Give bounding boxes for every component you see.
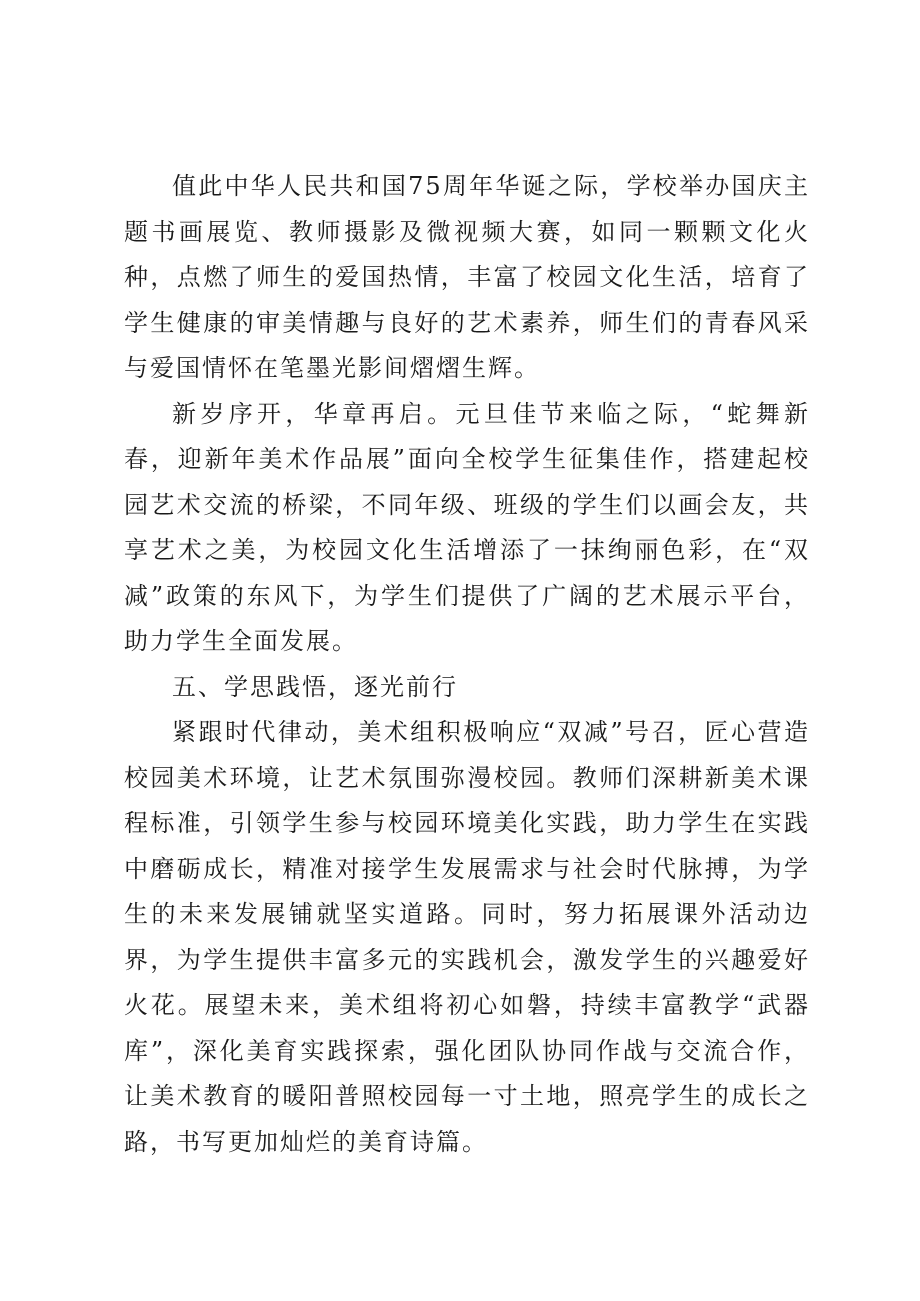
section-heading: 五、学思践悟，逐光前行 [172, 672, 458, 701]
paragraph-outlook: 紧跟时代律动，美术组积极响应“双减”号召，匠心营造校园美术环境，让艺术氛围弥漫校园。教师们深耕新美术课程标准，引领学生参与校园环境美化实践，助力学生在实践中磨砺成长，精准对接学生发展需求与社会时代脉搏，为学生的未来发展铺就坚实道路。同时，努力拓展课外活动边界，为学生提供丰富多元的实践机会，激发学生的兴趣爱好火花。展望未来，美术组将初心如磐，持续丰富教学“武器库”，深化美育实践探索，强化团队协同作战与交流合作，让美术教育的暖阳普照校园每一寸土地，照亮学生的成长之路，书写更加灿烂的美育诗篇。 [124, 718, 810, 1156]
paragraph-new-year: 新岁序开，华章再启。元旦佳节来临之际，“蛇舞新春，迎新年美术作品展”面向全校学生征集佳作，搭建起校园艺术交流的桥梁，不同年级、班级的学生们以画会友，共享艺术之美，为校园文化生活增添了一抹绚丽色彩，在“双减”政策的东风下，为学生们提供了广阔的艺术展示平台，助力学生全面发展。 [124, 399, 810, 655]
paragraph-national-day: 值此中华人民共和国75周年华诞之际，学校举办国庆主题书画展览、教师摄影及微视频大赛，如同一颗颗文化火种，点燃了师生的爱国热情，丰富了校园文化生活，培育了学生健康的审美情趣与良好的艺术素养，师生们的青春风采与爱国情怀在笔墨光影间熠熠生辉。 [124, 172, 810, 382]
document-body [124, 164, 810, 1165]
